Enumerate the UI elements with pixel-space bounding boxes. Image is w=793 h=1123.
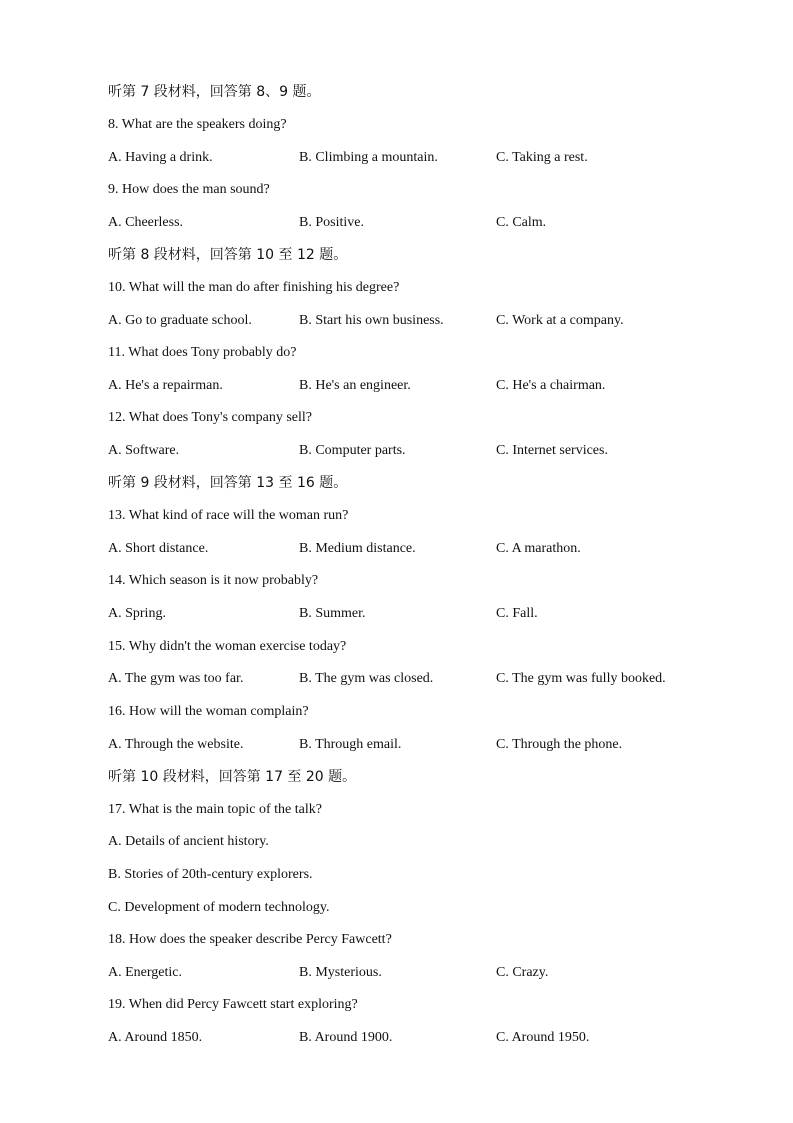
question-13 (108, 507, 348, 525)
option-c: C. The gym was fully booked. (496, 671, 666, 686)
option-c: C. Calm. (496, 215, 547, 230)
question-text: 14. Which season is it now probably? (108, 573, 319, 588)
question-text: 10. What will the man do after finishing his degree? (108, 280, 400, 295)
question-text: 18. How does the speaker describe Percy Fawcett? (108, 932, 392, 947)
option-b: B. Around 1900. (299, 1030, 393, 1045)
option-b: B. Through email. (299, 737, 402, 752)
option-a: A. Spring. (108, 606, 166, 621)
option-c: C. Work at a company. (496, 313, 624, 328)
option-b: B. He's an engineer. (299, 378, 411, 393)
section-heading-text: 听第 7 段材料，回答第 8、9 题。 (108, 84, 321, 100)
option-b: B. Climbing a mountain. (299, 150, 438, 165)
option-17-a (108, 833, 269, 851)
question-19 (108, 996, 358, 1014)
question-text: 15. Why didn't the woman exercise today? (108, 639, 347, 654)
section-heading-8 (108, 246, 347, 264)
option-a: A. Having a drink. (108, 150, 213, 165)
option-c: C. He's a chairman. (496, 378, 606, 393)
option-a: A. The gym was too far. (108, 671, 244, 686)
question-text: 9. How does the man sound? (108, 182, 270, 197)
option-b: B. Summer. (299, 606, 366, 621)
option-b: B. Medium distance. (299, 541, 416, 556)
option-c: C. Internet services. (496, 443, 608, 458)
option-b: B. Computer parts. (299, 443, 406, 458)
question-text: 8. What are the speakers doing? (108, 117, 287, 132)
section-heading-9 (108, 474, 347, 492)
option-a: A. Go to graduate school. (108, 313, 252, 328)
question-15 (108, 638, 346, 656)
question-text: 12. What does Tony's company sell? (108, 410, 312, 425)
option-c: C. Around 1950. (496, 1030, 590, 1045)
option-a: A. Cheerless. (108, 215, 184, 230)
question-text: 16. How will the woman complain? (108, 704, 309, 719)
option-a: A. He's a repairman. (108, 378, 223, 393)
option-c: C. Taking a rest. (496, 150, 588, 165)
section-heading-7 (108, 83, 321, 101)
question-17 (108, 801, 322, 819)
option-b: B. Start his own business. (299, 313, 444, 328)
option-17-b (108, 866, 313, 884)
option-c: C. A marathon. (496, 541, 581, 556)
option-c: C. Fall. (496, 606, 538, 621)
option-a: A. Energetic. (108, 965, 182, 980)
question-text: 13. What kind of race will the woman run? (108, 508, 349, 523)
option-text: C. Development of modern technology. (108, 900, 330, 915)
option-b: B. Mysterious. (299, 965, 382, 980)
question-18 (108, 931, 392, 949)
question-9 (108, 181, 270, 199)
question-10 (108, 279, 399, 297)
question-text: 17. What is the main topic of the talk? (108, 802, 322, 817)
section-heading-text: 听第 10 段材料，回答第 17 至 20 题。 (108, 769, 357, 785)
section-heading-text: 听第 8 段材料，回答第 10 至 12 题。 (108, 247, 348, 263)
option-c: C. Crazy. (496, 965, 549, 980)
question-text: 19. When did Percy Fawcett start exploring? (108, 997, 358, 1012)
option-17-c (108, 899, 329, 917)
option-a: A. Through the website. (108, 737, 244, 752)
option-a: A. Software. (108, 443, 180, 458)
question-11 (108, 344, 297, 362)
question-text: 11. What does Tony probably do? (108, 345, 297, 360)
question-12 (108, 409, 312, 427)
option-b: B. The gym was closed. (299, 671, 434, 686)
option-text: B. Stories of 20th-century explorers. (108, 867, 313, 882)
option-a: A. Short distance. (108, 541, 209, 556)
option-a: A. Around 1850. (108, 1030, 203, 1045)
option-c: C. Through the phone. (496, 737, 623, 752)
option-text: A. Details of ancient history. (108, 834, 269, 849)
question-14 (108, 572, 318, 590)
option-b: B. Positive. (299, 215, 364, 230)
section-heading-text: 听第 9 段材料，回答第 13 至 16 题。 (108, 475, 348, 491)
section-heading-10 (108, 768, 356, 786)
question-16 (108, 703, 309, 721)
question-8 (108, 116, 287, 134)
